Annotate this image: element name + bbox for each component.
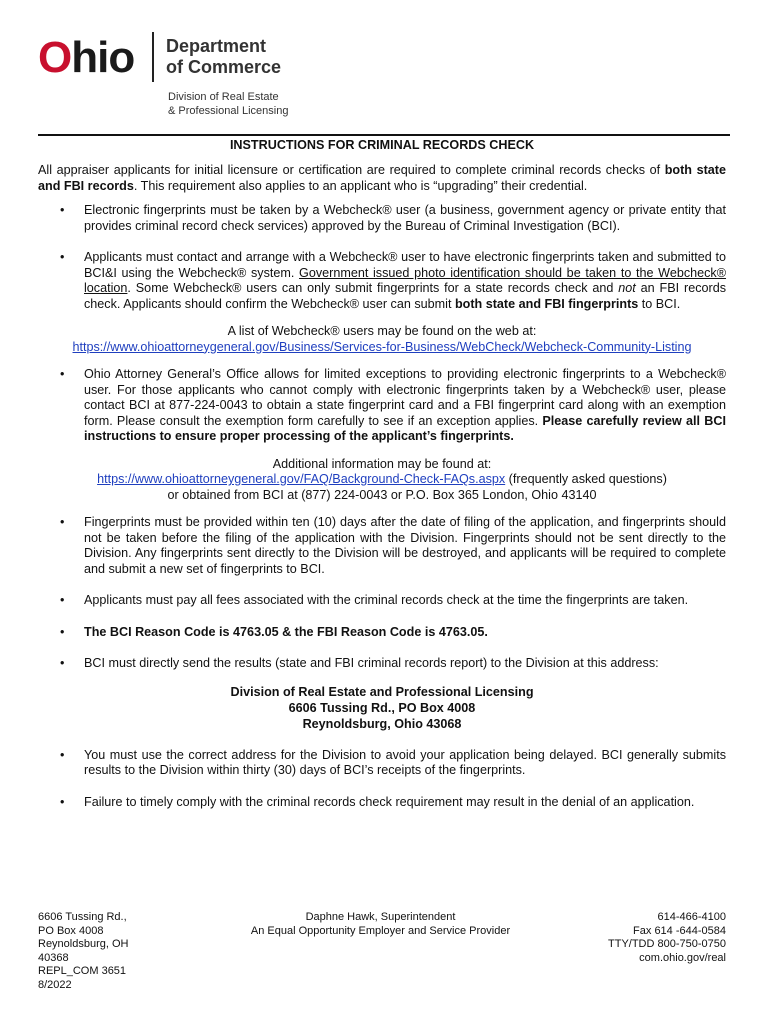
department-name: Department of Commerce [166,36,282,77]
ohio-wordmark: Ohio [38,33,135,82]
instructions-list [38,515,726,672]
intro-paragraph: All appraiser applicants for initial licensure or certification are required to complete criminal records checks of both state and FBI records. This requirement also applies to an applicant who is “upgrading” their credential. [38,163,726,193]
division-address: Division of Real Estate and Professional Licensing 6606 Tussing Rd., PO Box 4008 Reynoldsburg, Ohio 43068 [230,684,534,731]
instructions-list [38,203,726,312]
bullet-icon: • [60,794,65,809]
bullet-icon: • [60,515,65,529]
bullet-icon: • [60,624,65,639]
list-item: • You must use the correct address for the Division to avoid your application being delayed. BCI generally submits results to the Division within thirty (30) days of BCI’s receipts of the fingerprints. [60,747,726,777]
list-item: • BCI must directly send the results (state and FBI criminal records report) to the Division at this address: [60,656,659,670]
list-item: • Electronic fingerprints must be taken by a Webcheck® user (a business, government agency or private entity that provides criminal record check services) approved by the Bureau of Criminal Investigation (BCI). [60,203,726,233]
list-item: • Failure to timely comply with the criminal records check requirement may result in the denial of an application. [60,794,695,809]
bullet-icon: • [60,593,65,607]
logo-divider [152,32,154,82]
webcheck-list-block: A list of Webcheck® users may be found on the web at: https://www.ohioattorneygeneral.gov/Business/Services-for-Business/WebCheck/Webcheck-Community-Listing [72,324,692,354]
ohio-commerce-logo [38,28,318,123]
list-item: • Ohio Attorney General’s Office allows for limited exceptions to providing electronic fingerprints to a Webcheck® user. For those applicants who cannot comply with electronic fingerprints taken by a Webcheck® user, please contact BCI at 877-224-0043 to obtain a state fingerprint card and a FBI fingerprint card along with an exemption form. Please consult the exemption form carefully to see if an exception applies. Please carefully review all BCI instructions to ensure proper processing of the applicant’s fingerprints. [60,367,726,443]
list-item: • Applicants must pay all fees associated with the criminal records check at the time the fingerprints are taken. [60,593,689,607]
bullet-icon: • [60,250,65,264]
webcheck-list-link[interactable]: https://www.ohioattorneygeneral.gov/Business/Services-for-Business/WebCheck/Webcheck-Community-Listing [72,339,692,354]
faq-link[interactable]: https://www.ohioattorneygeneral.gov/FAQ/Background-Check-FAQs.aspx [97,472,506,486]
footer-contact: 614-466-4100 Fax 614 -644-0584 TTY/TDD 800-750-0750 com.ohio.gov/real [608,911,726,964]
bullet-icon: • [60,203,65,217]
header-rule [38,134,730,136]
footer-address: 6606 Tussing Rd., PO Box 4008 Reynoldsburg, OH 40368 REPL_COM 3651 8/2022 [38,911,129,991]
division-name: Division of Real Estate & Professional Licensing [168,91,289,117]
footer-superintendent: Daphne Hawk, Superintendent An Equal Opportunity Employer and Service Provider [250,911,511,937]
instructions-list [38,367,726,445]
page-title: INSTRUCTIONS FOR CRIMINAL RECORDS CHECK [229,138,535,152]
list-item: • Fingerprints must be provided within ten (10) days after the date of filing of the application, and fingerprints should not be taken before the filing of the application with the Division. Fingerprints should not be sent directly to the Division. Any fingerprints sent directly to the Division will be destroyed, and applicants will be required to complete and submit a new set of fingerprints to BCI. [60,515,726,576]
list-item: • Applicants must contact and arrange with a Webcheck® user to have electronic fingerprints taken and submitted to BCI&I using the Webcheck® system. Government issued photo identification should be taken to the Webcheck® location. Some Webcheck® users can only submit fingerprints for a state records check and not an FBI records check. Applicants should confirm the Webcheck® user can submit both state and FBI fingerprints to BCI. [60,250,727,311]
instructions-list [38,748,726,811]
additional-info-block: Additional information may be found at: https://www.ohioattorneygeneral.gov/FAQ/Background-Check-FAQs.aspx (frequently asked questions) or obtained from BCI at (877) 224-0043 or P.O. Box 365 London, Ohio 43140 [97,456,667,502]
bullet-icon: • [60,656,65,670]
document-body [38,137,726,826]
bullet-icon: • [60,367,65,381]
bullet-icon: • [60,747,65,762]
list-item: • The BCI Reason Code is 4763.05 & the FBI Reason Code is 4763.05. [60,624,488,639]
